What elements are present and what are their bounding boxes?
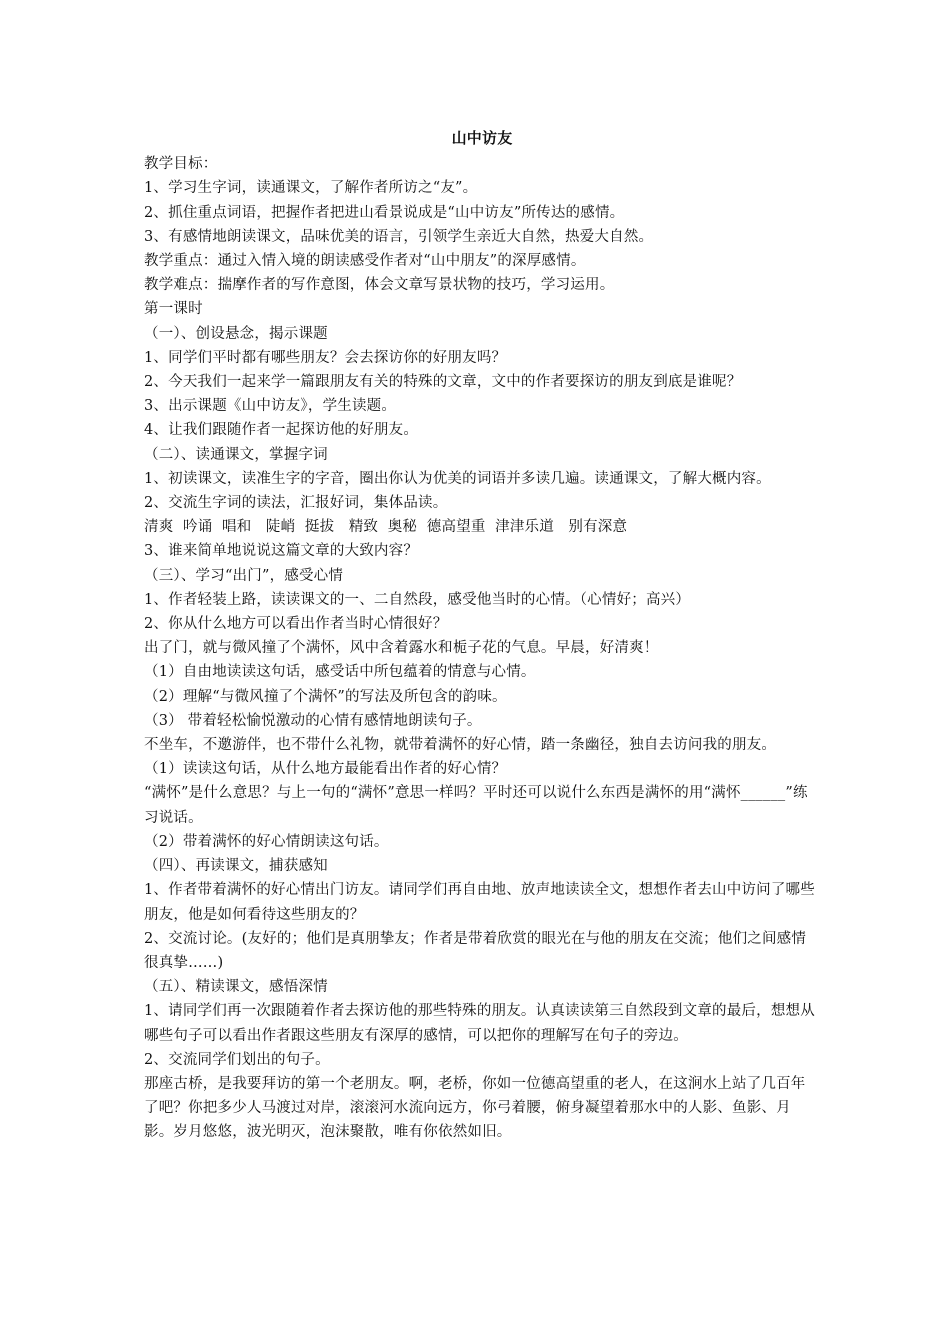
text-line: 教学重点：通过入情入境的朗读感受作者对“山中朋友”的深厚感情。 bbox=[144, 253, 586, 270]
quoted-passage: 那座古桥，是我要拜访的第一个老朋友。啊，老桥，你如一位德高望重的老人，在这涧水上站了几百年了吧？你把多少人马渡过对岸，滚滚河水流向远方，你弓着腰，俯身凝望着那水中的人影、鱼影、月影。岁月悠悠，波光明灭，泡沫聚散，唯有你依然如旧。 bbox=[144, 1075, 806, 1141]
text-line: 1、同学们平时都有哪些朋友？会去探访你的好朋友吗？ bbox=[144, 349, 507, 366]
text-line: 1、初读课文，读准生字的字音，圈出你认为优美的词语并多读几遍。读通课文，了解大概内容。 bbox=[144, 470, 771, 487]
section-heading: 第一课时 bbox=[144, 301, 203, 318]
text-line: （1）读读这句话，从什么地方最能看出作者的好心情？ bbox=[144, 761, 507, 778]
text-line: （3） 带着轻松愉悦激动的心情有感情地朗读句子。 bbox=[144, 712, 482, 729]
text-line: 4、让我们跟随作者一起探访他的好朋友。 bbox=[144, 422, 419, 439]
quoted-sentence: 不坐车，不邀游伴，也不带什么礼物，就带着满怀的好心情，踏一条幽径，独自去访问我的朋友。 bbox=[144, 737, 777, 754]
section-heading: （五）、精读课文，感悟深情 bbox=[144, 979, 328, 996]
document-body bbox=[144, 126, 820, 1145]
text-paragraph: 2、交流讨论。(友好的；他们是真朋挚友；作者是带着欣赏的眼光在与他的朋友在交流；他们之间感情很真挚……) bbox=[144, 930, 807, 971]
vocabulary-list: 清爽 吟诵 唱和 陡峭 挺拔 精致 奥秘 德高望重 津津乐道 别有深意 bbox=[144, 519, 628, 536]
text-line: 1、作者轻装上路，读读课文的一、二自然段，感受他当时的心情。（心情好；高兴） bbox=[144, 591, 691, 608]
text-line: 2、你从什么地方可以看出作者当时心情很好？ bbox=[144, 616, 448, 633]
document-title: 山中访友 bbox=[451, 129, 513, 147]
text-line: （1）自由地读读这句话，感受话中所包蕴着的情意与心情。 bbox=[144, 664, 536, 681]
quoted-sentence: 出了门，就与微风撞了个满怀，风中含着露水和栀子花的气息。早晨，好清爽！ bbox=[144, 640, 659, 657]
text-line: 1、学习生字词，读通课文，了解作者所访之“友”。 bbox=[144, 180, 478, 197]
section-heading: （四）、再读课文，捕获感知 bbox=[144, 858, 328, 875]
text-line: 2、交流同学们划出的句子。 bbox=[144, 1051, 330, 1068]
text-line: 3、谁来简单地说说这篇文章的大致内容？ bbox=[144, 543, 419, 560]
text-line: （2）理解“与微风撞了个满怀”的写法及所包含的韵味。 bbox=[144, 688, 507, 705]
text-line: 2、交流生字词的读法，汇报好词，集体品读。 bbox=[144, 495, 448, 512]
text-paragraph: 1、请同学们再一次跟随着作者去探访他的那些特殊的朋友。认真读读第三自然段到文章的最后，想想从哪些句子可以看出作者跟这些朋友有深厚的感情，可以把你的理解写在句子的旁边。 bbox=[144, 1003, 815, 1044]
section-heading: （二）、读通课文，掌握字词 bbox=[144, 446, 328, 463]
text-line: 教学难点：揣摩作者的写作意图，体会文章写景状物的技巧，学习运用。 bbox=[144, 277, 615, 294]
text-line: 3、出示课题《山中访友》，学生读题。 bbox=[144, 398, 397, 415]
text-line: 3、有感情地朗读课文，品味优美的语言，引领学生亲近大自然，热爱大自然。 bbox=[144, 228, 654, 245]
section-heading: （一）、创设悬念，揭示课题 bbox=[144, 325, 328, 342]
text-line: （2）带着满怀的好心情朗读这句话。 bbox=[144, 833, 389, 850]
text-paragraph: “满怀”是什么意思？与上一句的“满怀”意思一样吗？平时还可以说什么东西是满怀的用“满怀______”练习说话。 bbox=[144, 785, 808, 826]
text-line: 2、今天我们一起来学一篇跟朋友有关的特殊的文章，文中的作者要探访的朋友到底是谁呢？ bbox=[144, 374, 742, 391]
section-heading: （三）、学习“出门”，感受心情 bbox=[144, 567, 344, 584]
text-line: 2、抓住重点词语，把握作者把进山看景说成是“山中访友”所传达的感情。 bbox=[144, 204, 625, 221]
text-line: 教学目标： bbox=[144, 156, 218, 173]
text-paragraph: 1、作者带着满怀的好心情出门访友。请同学们再自由地、放声地读读全文，想想作者去山中访问了哪些朋友，他是如何看待这些朋友的？ bbox=[144, 882, 815, 923]
